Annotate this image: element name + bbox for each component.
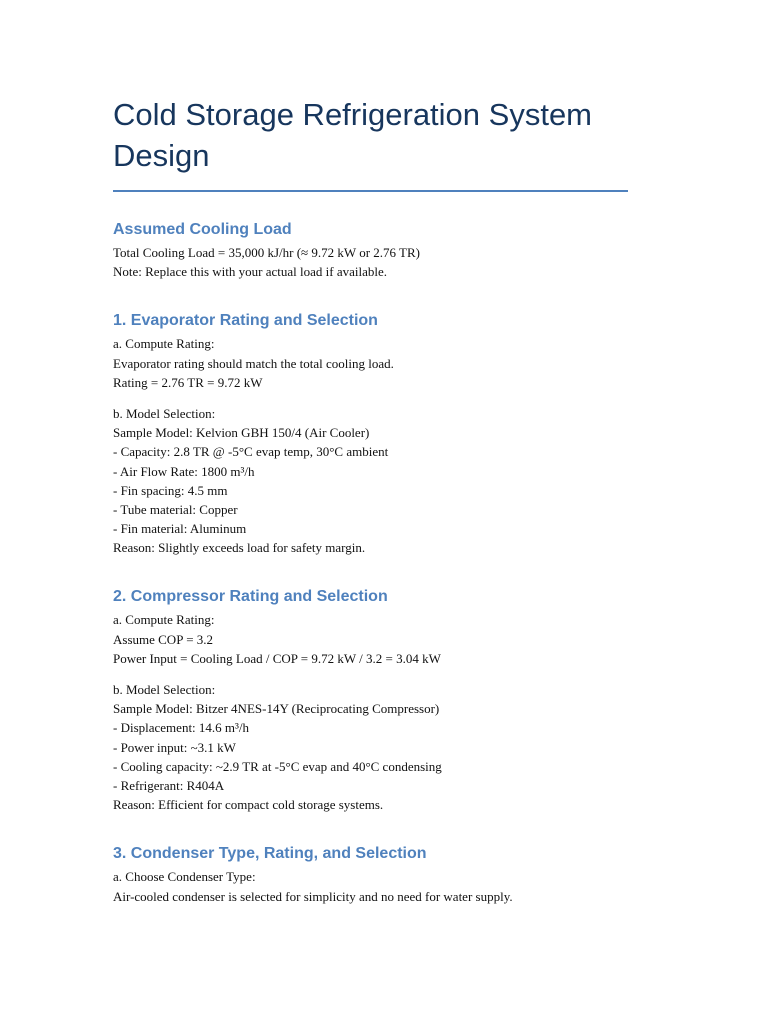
text-line: b. Model Selection: xyxy=(113,405,216,421)
paragraph-spacer xyxy=(113,668,628,680)
paragraph xyxy=(113,334,628,392)
text-line: - Air Flow Rate: 1800 m³/h xyxy=(113,463,255,479)
text-line: - Cooling capacity: ~2.9 TR at -5°C evap and 40°C condensing xyxy=(113,758,442,774)
document-section xyxy=(113,219,628,281)
text-line: Air-cooled condenser is selected for simplicity and no need for water supply. xyxy=(113,888,513,904)
section-heading: 1. Evaporator Rating and Selection xyxy=(113,312,378,330)
text-line: b. Model Selection: xyxy=(113,682,216,697)
text-line: - Displacement: 14.6 m³/h xyxy=(113,720,250,736)
section-heading: 2. Compressor Rating and Selection xyxy=(113,588,388,606)
paragraph xyxy=(113,610,628,668)
section-heading: 3. Condenser Type, Rating, and Selection xyxy=(113,845,427,863)
section-heading: Assumed Cooling Load xyxy=(113,221,292,238)
text-line: Assume COP = 3.2 xyxy=(113,631,214,647)
paragraph-spacer xyxy=(113,392,628,404)
text-line: Rating = 2.76 TR = 9.72 kW xyxy=(113,374,263,390)
paragraph xyxy=(113,243,628,281)
text-line: a. Compute Rating: xyxy=(113,612,215,628)
document-body xyxy=(113,219,628,906)
text-line: Sample Model: Bitzer 4NES-14Y (Reciprocating Compressor) xyxy=(113,701,440,717)
text-line: a. Compute Rating: xyxy=(113,336,215,352)
text-line: - Refrigerant: R404A xyxy=(113,777,225,793)
text-line: Total Cooling Load = 35,000 kJ/hr (≈ 9.72 kW or 2.76 TR) xyxy=(113,245,420,260)
document-section xyxy=(113,586,628,814)
text-line: - Fin material: Aluminum xyxy=(113,521,247,537)
paragraph xyxy=(113,404,628,558)
text-line: Reason: Efficient for compact cold storage systems. xyxy=(113,797,384,813)
text-line: Power Input = Cooling Load / COP = 9.72 kW / 3.2 = 3.04 kW xyxy=(113,650,441,666)
paragraph xyxy=(113,867,628,905)
section-spacer xyxy=(113,814,628,843)
text-line: Reason: Slightly exceeds load for safety margin. xyxy=(113,540,366,556)
text-line: a. Choose Condenser Type: xyxy=(113,869,256,885)
section-spacer xyxy=(113,281,628,310)
text-line: Sample Model: Kelvion GBH 150/4 (Air Cooler) xyxy=(113,425,370,441)
paragraph xyxy=(113,680,628,814)
text-line: Evaporator rating should match the total cooling load. xyxy=(113,355,394,371)
document-section xyxy=(113,310,628,557)
title-divider xyxy=(113,190,628,192)
text-line: Note: Replace this with your actual load if available. xyxy=(113,264,387,280)
text-line: - Power input: ~3.1 kW xyxy=(113,739,236,755)
document-title: Cold Storage Refrigeration System Design xyxy=(113,97,593,173)
text-line: - Tube material: Copper xyxy=(113,501,238,517)
document-page xyxy=(113,94,628,906)
text-line: - Fin spacing: 4.5 mm xyxy=(113,482,228,498)
document-section xyxy=(113,843,628,905)
text-line: - Capacity: 2.8 TR @ -5°C evap temp, 30°C ambient xyxy=(113,444,389,460)
section-spacer xyxy=(113,557,628,586)
